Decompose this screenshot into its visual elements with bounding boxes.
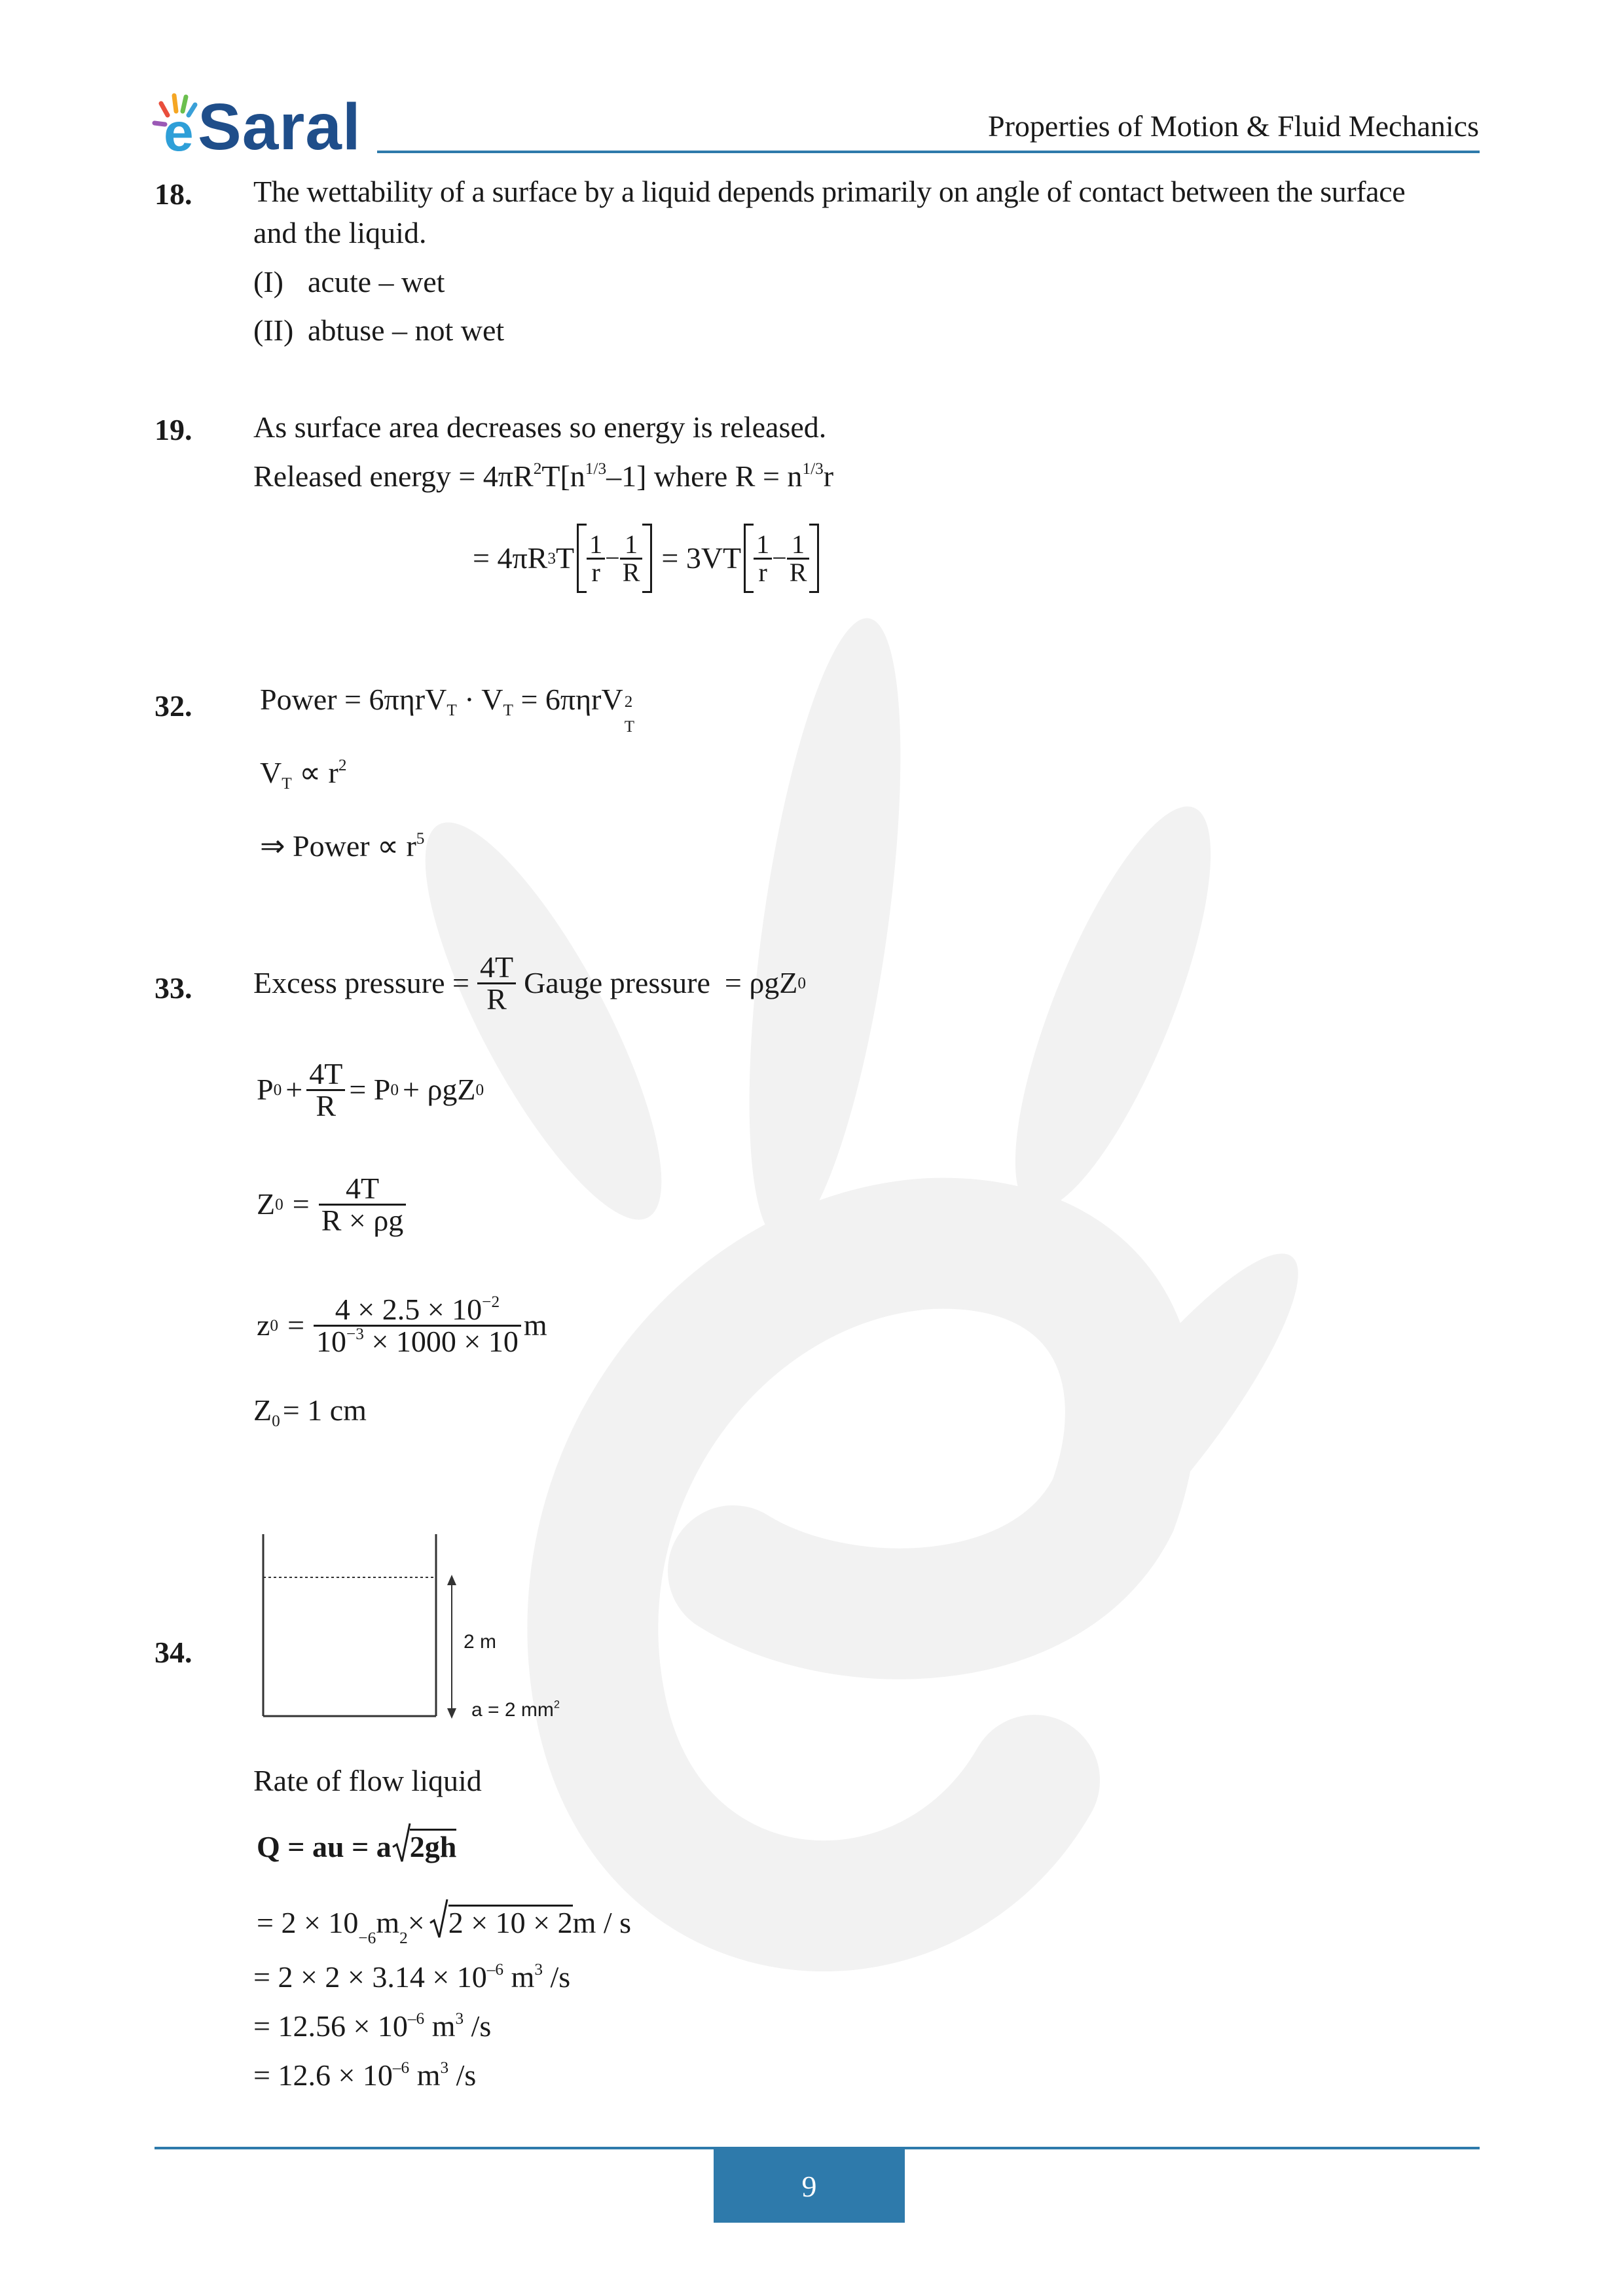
q34-calc-line3: = $12.56 \times 10^{-6}$ $m^3$ /s [253,2009,492,2043]
q19-line1: As surface area decreases so energy is released. [253,410,827,444]
q33-excess-pressure: Excess pressure = $\frac{4T}{R}$ Gauge pressure = ρgZ 0 [253,950,807,1016]
logo-e: e [164,103,194,162]
q19-released-energy: Released energy = $4\pi R^2T[n^{1/3}-1]$ where $R = n^{1/3}r$ [253,459,834,493]
q34-calc-line1: = 2 × 10 −6 m 2 × 2 × 10 × 2 m / s [257,1905,631,1938]
tank-diagram [255,1525,596,1728]
q18-item2-label: (II) [253,314,294,347]
question-number-32: 32. [155,689,192,723]
q34-flow-formula: Q = au = a 2gh [257,1829,456,1862]
q19-equation: = 4πR 3 T $\frac{1}{r}$ − $\frac{1}{R}$ = 3VT $\frac{1}{r}$ − $\frac{1}{R}$ [473,522,819,594]
tank-area-label: a = 2 $mm^2$ [471,1698,560,1721]
header-rule [377,151,1480,153]
q34-calc-line4: = $12.6 \times 10^{-6}$ $m^3$ /s [253,2058,477,2092]
q18-line1: The wettability of a surface by a liquid depends primarily on angle of contact between the surface [253,175,1406,208]
tank-height-label: 2 m [464,1631,497,1653]
chapter-title: Properties of Motion & Fluid Mechanics [988,109,1479,143]
q32-power-equation: Power = $6\pi\eta rV_T \cdot V_T = 6\pi\eta rV$ 2 T [260,683,634,736]
question-number-34: 34. [155,1636,192,1669]
page-number-box [714,2149,905,2223]
question-number-19: 19. [155,413,192,446]
q34-rate-heading: Rate of flow liquid [253,1764,482,1797]
q18-line2: and the liquid. [253,216,427,249]
q32-proportional: $V_T \propto r^2$ [260,756,347,793]
q32-implication: ⇒ Power ∝ $r^5$ [260,829,425,863]
q18-item1-label: (I) [253,265,283,298]
q18-item1-text: acute – wet [308,265,445,298]
q18-item2-text: abtuse – not wet [308,314,505,347]
q33-z0-calc: z 0 = $\frac{4 \times 2.5 \times 10^{-2}}{10^{-3} \times 1000 \times 10}$ m [257,1292,547,1358]
q33-result: $Z_0= 1$ cm [253,1393,367,1430]
logo-text: Saral [198,90,361,164]
q33-pressure-balance: P 0 + $\frac{4T}{R}$ = P 0 + ρgZ 0 [257,1056,484,1122]
page-number: 9 [801,2169,817,2203]
question-number-18: 18. [155,177,192,211]
q34-calc-line2: = $2 \times 2 \times 3.14 \times 10^{-6}$ $m^3$ /s [253,1960,571,1994]
q33-z0-formula: Z 0 = $\frac{4T}{R \times \rho g}$ [257,1162,406,1247]
question-number-33: 33. [155,971,192,1005]
logo [152,90,388,164]
